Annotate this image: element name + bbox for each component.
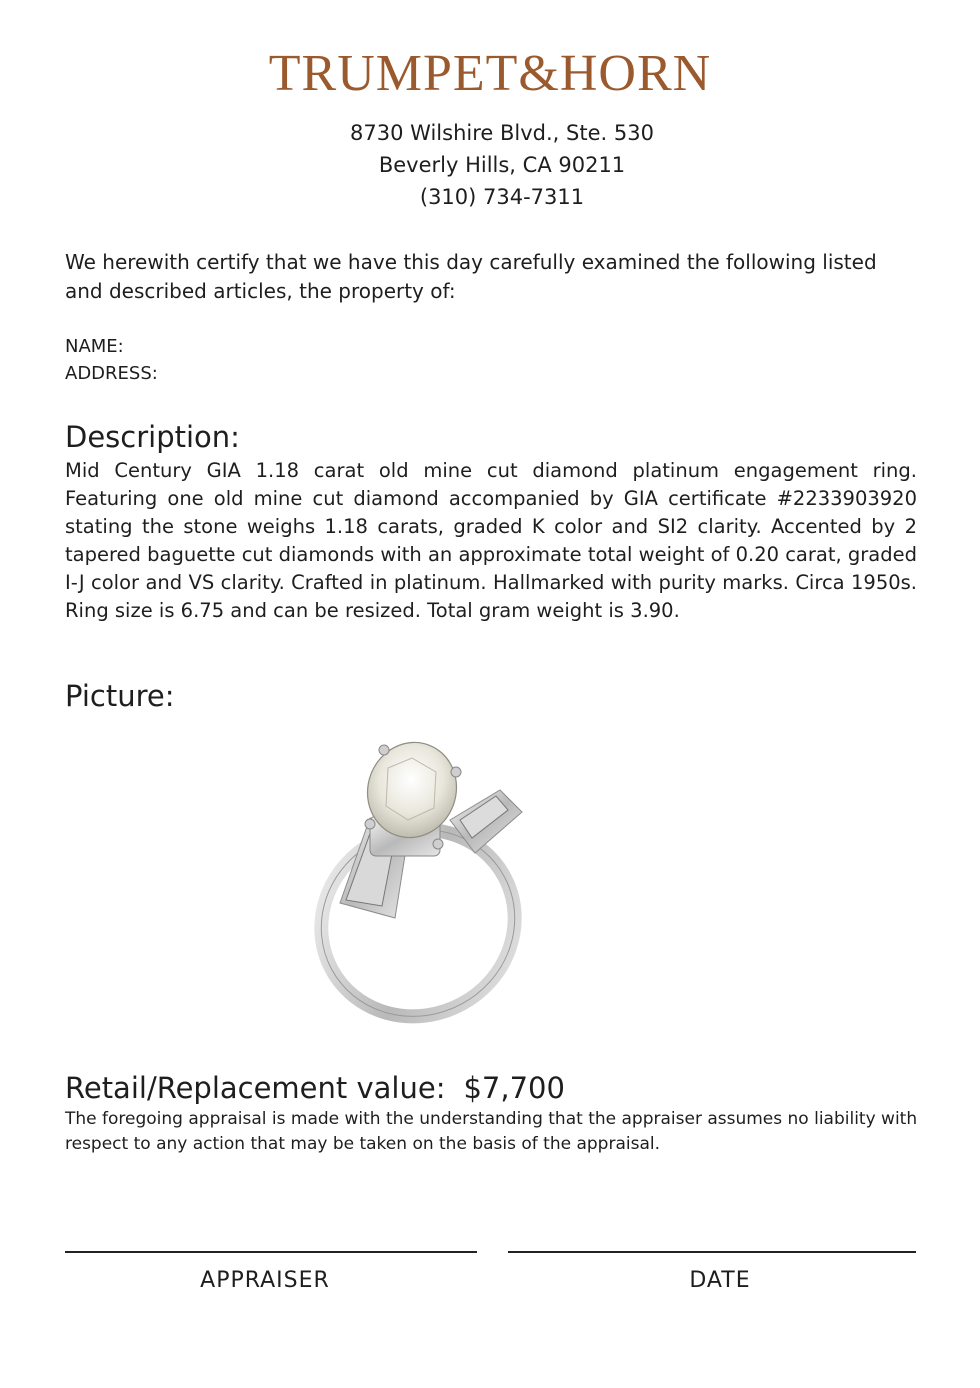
owner-fields: [65, 333, 565, 387]
address-line-2: Beverly Hills, CA 90211: [378, 153, 626, 177]
valuation-row: [65, 1070, 565, 1106]
name-label: NAME:: [65, 336, 124, 357]
date-label: DATE: [689, 1268, 751, 1293]
picture-heading: Picture:: [65, 679, 175, 713]
address-label: ADDRESS:: [65, 363, 158, 384]
appraiser-signature-line: [65, 1251, 477, 1253]
description-heading: Description:: [65, 420, 240, 454]
disclaimer-text: The foregoing appraisal is made with the understanding that the appraiser assumes no liability with respect to any action that may be taken on the basis of the appraisal.: [65, 1109, 918, 1154]
brand-logo: TRUMPET&HORN: [268, 45, 712, 102]
appraiser-label: APPRAISER: [200, 1268, 330, 1293]
certification-statement: We herewith certify that we have this day carefully examined the following listed and described articles, the property of:: [65, 250, 877, 303]
ring-image: [300, 728, 560, 1038]
description-text: Mid Century GIA 1.18 carat old mine cut diamond platinum engagement ring. Featuring one old mine cut diamond accompanied by GIA certificate #2233903920 stating the stone weighs 1.18 carats, graded K color and SI2 clarity. Accented by 2 tapered baguette cut diamonds with an approximate total weight of 0.20 carat, graded I-J color and VS clarity. Crafted in platinum. Hallmarked with purity marks. Circa 1950s. Ring size is 6.75 and can be resized. Total gram weight is 3.90.: [65, 459, 917, 622]
valuation-amount: $7,700: [463, 1071, 565, 1105]
ring-photo: [300, 728, 560, 1038]
date-signature-line: [508, 1251, 916, 1253]
address-line-1: 8730 Wilshire Blvd., Ste. 530: [350, 121, 654, 145]
valuation-label: Retail/Replacement value:: [65, 1071, 446, 1105]
store-address: [0, 117, 980, 213]
phone-number: (310) 734-7311: [419, 185, 585, 209]
